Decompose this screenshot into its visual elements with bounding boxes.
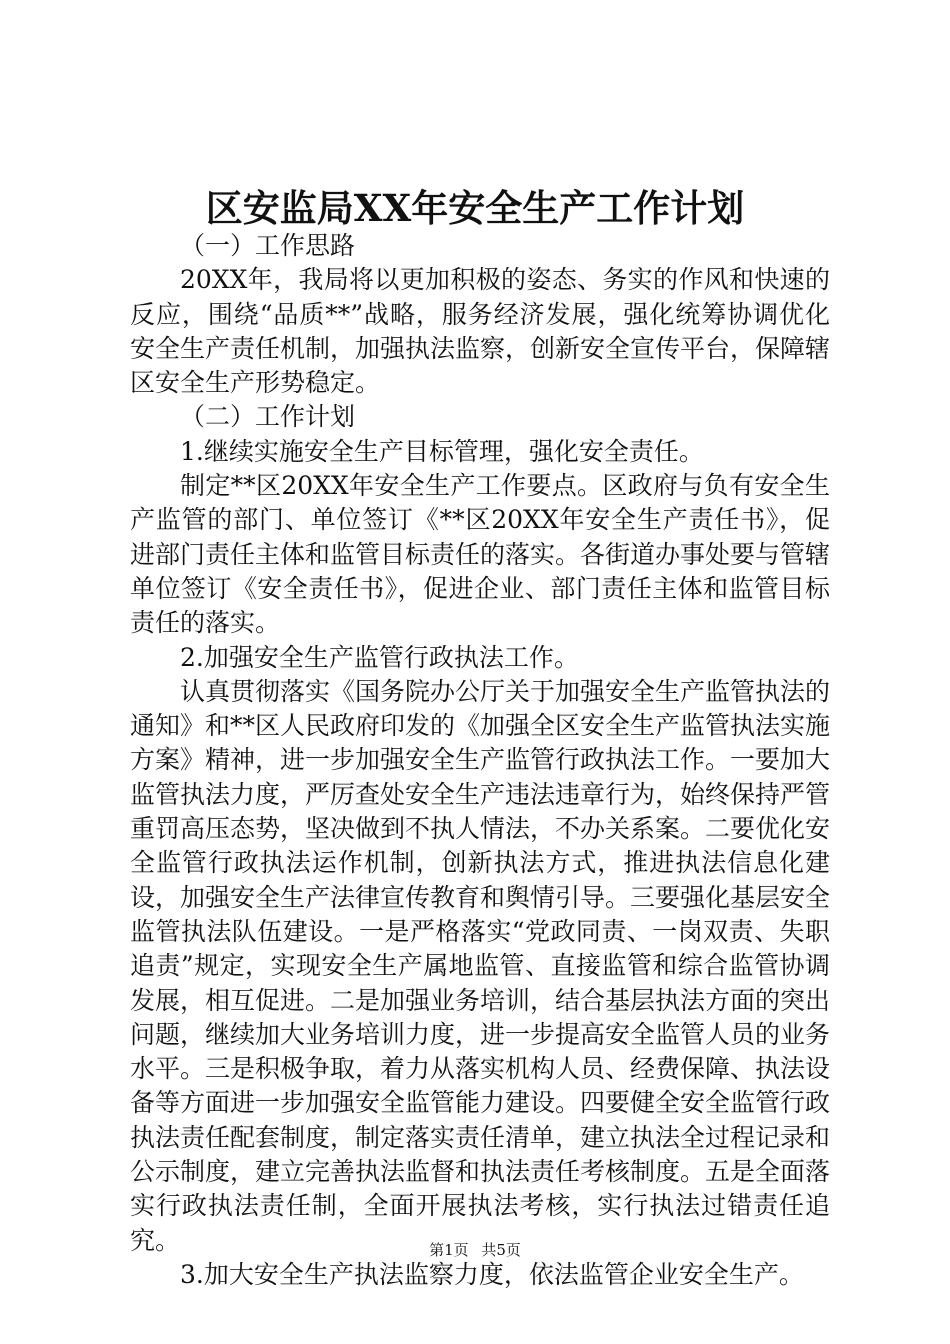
section-heading-plan: （二）工作计划 (180, 402, 356, 432)
item-heading-1: 1.继续实施安全生产目标管理，强化安全责任。 (180, 436, 704, 466)
page-number-total: 共5页 (481, 1241, 521, 1259)
item-heading-2: 2.加强安全生产监管行政执法工作。 (180, 642, 579, 672)
section-heading-approach: （一）工作思路 (180, 231, 356, 260)
paragraph-item-2: 认真贯彻落实《国务院办公厅关于加强安全生产监管执法的通知》和**区人民政府印发的《加强全区安全生产监管执法实施方案》精神，进一步加强安全生产监管行政执法工作。一要加大监管执法力度，严厉查处安全生产违法违章行为，始终保持严管重罚高压态势，坚决做到不执人情法，不办关系案。二要优化安全监管行政执法运作机制，创新执法方式，推进执法信息化建设，加强安全生产法律宣传教育和舆情引导。三要强化基层安全监管执法队伍建设。一是严格落实“党政同责、一岗双责、失职追责”规定，实现安全生产属地监管、直接监管和综合监管协调发展，相互促进。二是加强业务培训，结合基层执法方面的突出问题，继续加大业务培训力度，进一步提高安全监管人员的业务水平。三是积极争取，着力从落实机构人员、经费保障、执法设备等方面进一步加强安全监管能力建设。四要健全安全监管行政执法责任配套制度，制定落实责任清单，建立执法全过程记录和公示制度，建立完善执法监督和执法责任考核制度。五是全面落实行政执法责任制，全面开展执法考核，实行执法过错责任追究。 (130, 676, 831, 1255)
paragraph-item-1: 制定**区20XX年安全生产工作要点。区政府与负有安全生产监管的部门、单位签订《**区20XX年安全生产责任书》，促进部门责任主体和监管目标责任的落实。各街道办事处要与管辖单位签订《安全责任书》，促进企业、部门责任主体和监管目标责任的落实。 (130, 471, 831, 638)
document-body (130, 229, 830, 1292)
page-footer (0, 1240, 950, 1260)
paragraph-approach: 20XX年，我局将以更加积极的姿态、务实的作风和快速的反应，围绕“品质**”战略，服务经济发展，强化统筹协调优化安全生产责任机制，加强执法监察，创新安全宣传平台，保障辖区安全生产形势稳定。 (130, 265, 831, 398)
item-heading-3: 3.加大安全生产执法监察力度，依法监管企业安全生产。 (180, 1259, 804, 1289)
page-number-current: 第1页 (429, 1241, 469, 1259)
document-title: 区安监局XX年安全生产工作计划 (205, 186, 745, 230)
